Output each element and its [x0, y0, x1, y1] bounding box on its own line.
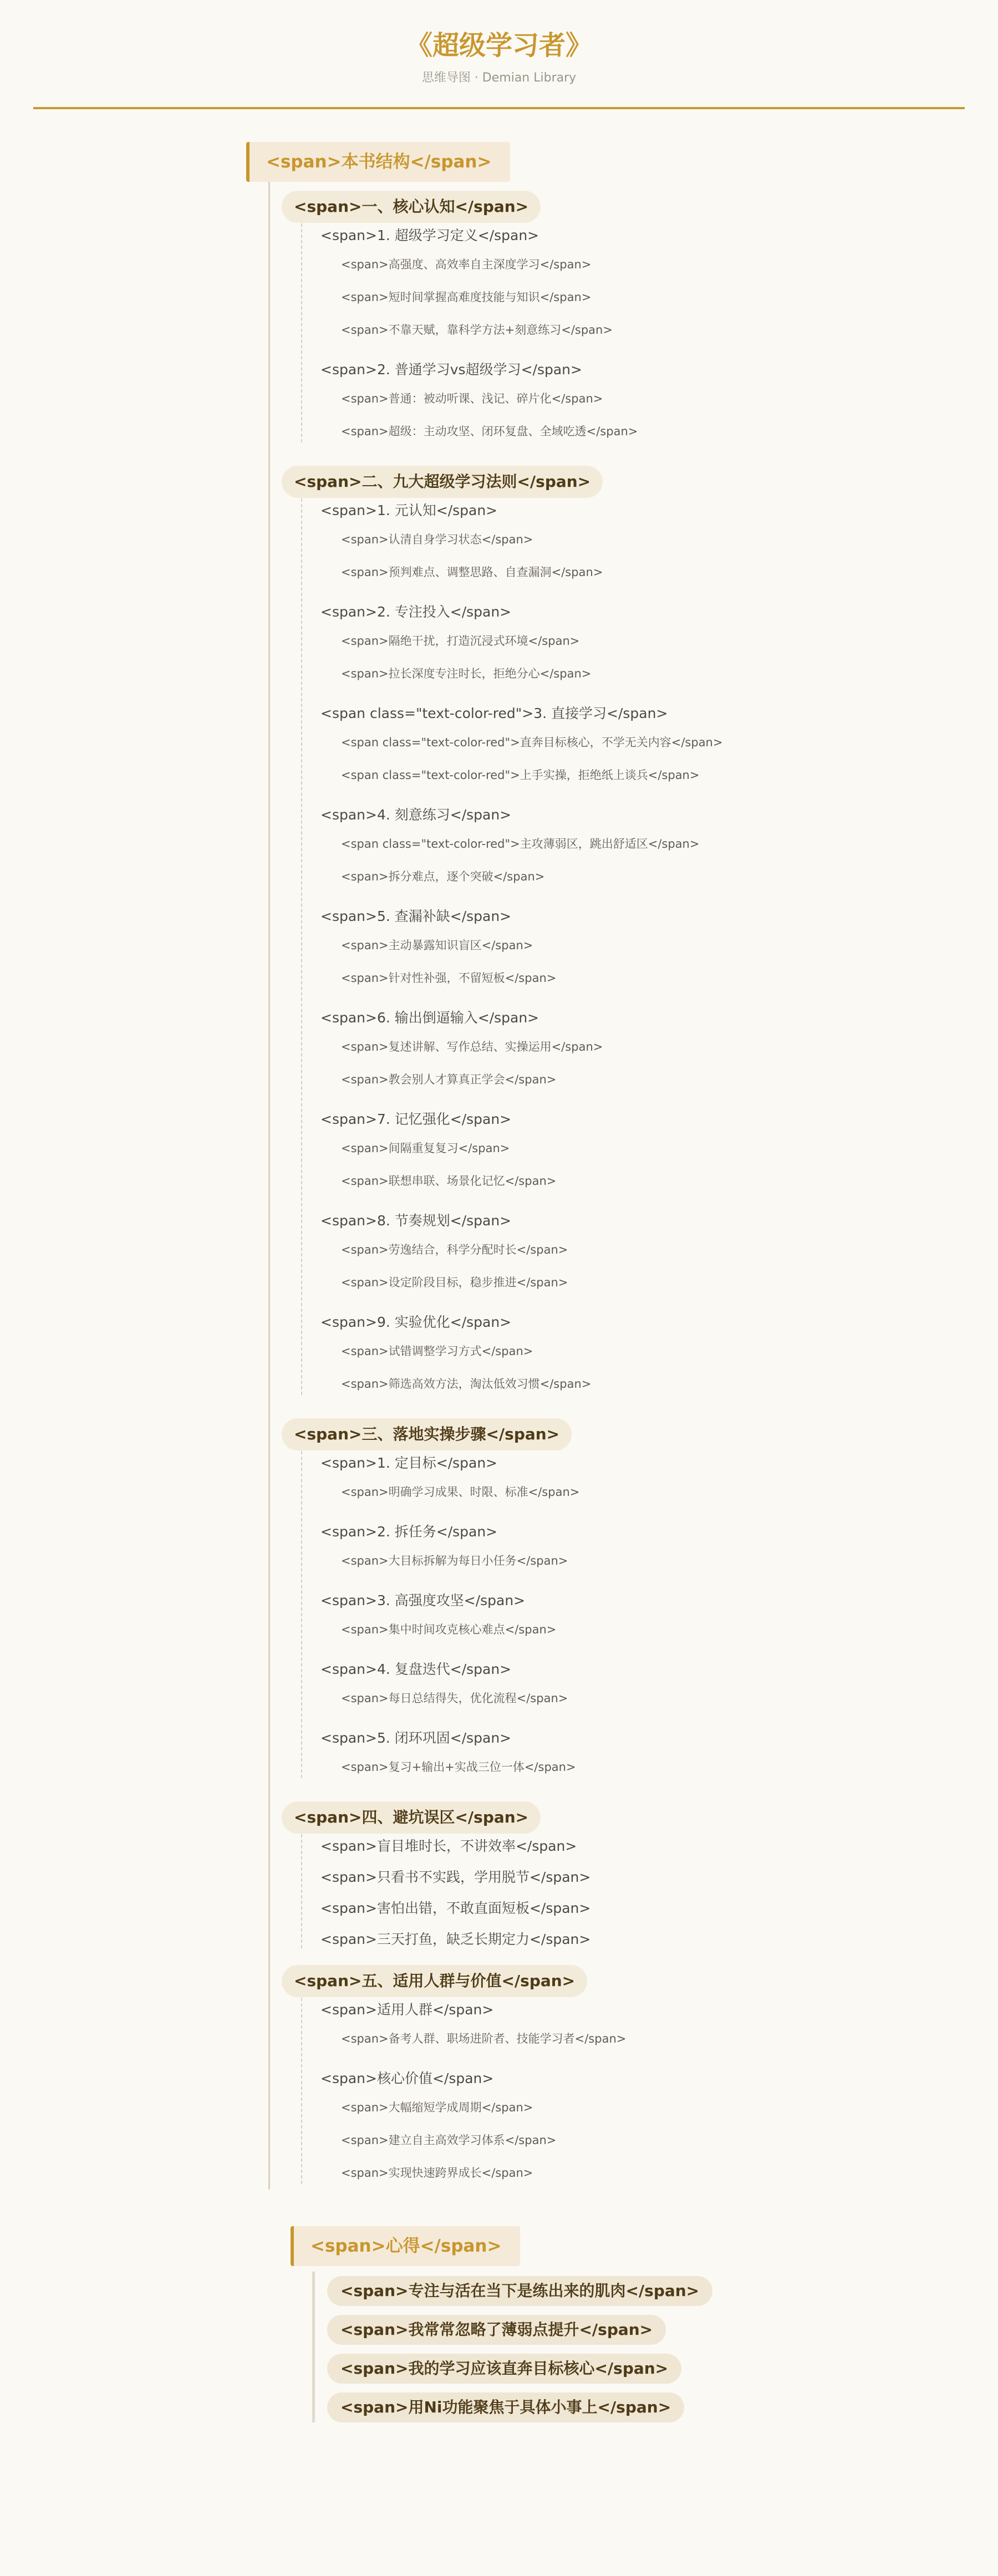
- page-subtitle: 思维导图 · Demian Library: [421, 71, 577, 85]
- subtopic-node[interactable]: <span>每日总结得失，优化流程</span>: [341, 1692, 568, 1705]
- topic-node[interactable]: <span>盲目堆时长，不讲效率</span>: [320, 1838, 577, 1854]
- notes-trunk-line: [312, 2272, 315, 2422]
- subtopic-node[interactable]: <span>筛选高效方法，淘汰低效习惯</span>: [341, 1377, 592, 1391]
- section-node[interactable]: <span>四、避坑误区</span>: [282, 1801, 541, 1834]
- topic-node[interactable]: <span>5. 闭环巩固</span>: [320, 1730, 512, 1746]
- topic-node[interactable]: <span>适用人群</span>: [320, 2002, 494, 2018]
- note-node[interactable]: <span>我常常忽略了薄弱点提升</span>: [327, 2315, 666, 2345]
- subtopic-node[interactable]: <span>拉长深度专注时长，拒绝分心</span>: [341, 667, 592, 680]
- topic-node[interactable]: <span>5. 查漏补缺</span>: [320, 908, 512, 924]
- topic-node[interactable]: <span>1. 超级学习定义</span>: [320, 227, 539, 243]
- subtopic-node[interactable]: <span>联想串联、场景化记忆</span>: [341, 1174, 557, 1188]
- subtopic-node[interactable]: <span>不靠天赋，靠科学方法+刻意练习</span>: [341, 323, 613, 337]
- topic-node[interactable]: <span>2. 专注投入</span>: [320, 604, 512, 620]
- subtopic-node[interactable]: <span class="text-color-red">直奔目标核心，不学无关内容</span>: [341, 736, 723, 749]
- note-node[interactable]: <span>专注与活在当下是练出来的肌肉</span>: [327, 2276, 712, 2306]
- subtopic-node[interactable]: <span>集中时间攻克核心难点</span>: [341, 1623, 557, 1636]
- subtopic-node[interactable]: <span class="text-color-red">主攻薄弱区，跳出舒适区</span>: [341, 837, 700, 851]
- topic-node[interactable]: <span>4. 刻意练习</span>: [320, 807, 512, 823]
- subtopic-node[interactable]: <span>主动暴露知识盲区</span>: [341, 939, 533, 952]
- topic-node[interactable]: <span>三天打鱼，缺乏长期定力</span>: [320, 1931, 591, 1947]
- subtopic-node[interactable]: <span>大目标拆解为每日小任务</span>: [341, 1554, 568, 1567]
- topic-node[interactable]: <span>1. 定目标</span>: [320, 1455, 498, 1471]
- tree-root-node[interactable]: <span>本书结构</span>: [246, 142, 510, 182]
- notes-root-node[interactable]: <span>心得</span>: [291, 2226, 520, 2266]
- subtopic-node[interactable]: <span>设定阶段目标，稳步推进</span>: [341, 1276, 568, 1289]
- subtopic-node[interactable]: <span>拆分难点，逐个突破</span>: [341, 870, 545, 883]
- subtopic-node[interactable]: <span>备考人群、职场进阶者、技能学习者</span>: [341, 2032, 627, 2045]
- subtopic-node[interactable]: <span>复习+输出+实战三位一体</span>: [341, 1760, 576, 1774]
- topic-node[interactable]: <span>只看书不实践，学用脱节</span>: [320, 1869, 591, 1885]
- section-connector: [301, 1998, 302, 2184]
- subtopic-node[interactable]: <span>教会别人才算真正学会</span>: [341, 1073, 557, 1086]
- subtopic-node[interactable]: <span>隔绝干扰，打造沉浸式环境</span>: [341, 634, 580, 648]
- page-header: [0, 29, 998, 86]
- subtopic-node[interactable]: <span>认清自身学习状态</span>: [341, 533, 533, 546]
- subtopic-node[interactable]: <span>预判难点、调整思路、自查漏洞</span>: [341, 566, 603, 579]
- topic-node[interactable]: <span>2. 普通学习vs超级学习</span>: [320, 362, 582, 378]
- topic-node[interactable]: <span>1. 元认知</span>: [320, 502, 498, 518]
- subtopic-node[interactable]: <span>建立自主高效学习体系</span>: [341, 2134, 557, 2147]
- topic-node[interactable]: <span>6. 输出倒逼输入</span>: [320, 1010, 539, 1026]
- topic-node[interactable]: <span>7. 记忆强化</span>: [320, 1111, 512, 1127]
- subtopic-node[interactable]: <span>劳逸结合，科学分配时长</span>: [341, 1243, 568, 1256]
- section-node[interactable]: <span>五、适用人群与价值</span>: [282, 1965, 587, 1997]
- subtopic-node[interactable]: <span>普通：被动听课、浅记、碎片化</span>: [341, 392, 603, 405]
- topic-node[interactable]: <span>8. 节奏规划</span>: [320, 1213, 512, 1229]
- topic-node[interactable]: <span>核心价值</span>: [320, 2070, 494, 2086]
- subtopic-node[interactable]: <span class="text-color-red">上手实操，拒绝纸上谈兵</span>: [341, 768, 700, 782]
- section-connector: [301, 1451, 302, 1778]
- subtopic-node[interactable]: <span>高强度、高效率自主深度学习</span>: [341, 258, 592, 271]
- section-node[interactable]: <span>一、核心认知</span>: [282, 191, 541, 223]
- subtopic-node[interactable]: <span>大幅缩短学成周期</span>: [341, 2101, 533, 2114]
- section-node[interactable]: <span>三、落地实操步骤</span>: [282, 1418, 572, 1450]
- topic-node[interactable]: <span>2. 拆任务</span>: [320, 1524, 498, 1540]
- subtopic-node[interactable]: <span>超级：主动攻坚、闭环复盘、全域吃透</span>: [341, 425, 638, 438]
- note-node[interactable]: <span>用Ni功能聚焦于具体小事上</span>: [327, 2392, 684, 2422]
- subtopic-node[interactable]: <span>间隔重复复习</span>: [341, 1142, 510, 1155]
- note-node[interactable]: <span>我的学习应该直奔目标核心</span>: [327, 2354, 681, 2384]
- subtopic-node[interactable]: <span>明确学习成果、时限、标准</span>: [341, 1485, 580, 1499]
- topic-node[interactable]: <span>4. 复盘迭代</span>: [320, 1661, 512, 1677]
- topic-node[interactable]: <span class="text-color-red">3. 直接学习</span>: [320, 705, 668, 721]
- page-title: 《超级学习者》: [405, 30, 592, 61]
- subtopic-node[interactable]: <span>针对性补强，不留短板</span>: [341, 971, 557, 985]
- topic-node[interactable]: <span>3. 高强度攻坚</span>: [320, 1592, 526, 1608]
- topic-node[interactable]: <span>害怕出错，不敢直面短板</span>: [320, 1900, 591, 1916]
- section-connector: [301, 498, 302, 1395]
- subtopic-node[interactable]: <span>复述讲解、写作总结、实操运用</span>: [341, 1040, 603, 1053]
- subtopic-node[interactable]: <span>试错调整学习方式</span>: [341, 1345, 533, 1358]
- topic-node[interactable]: <span>9. 实验优化</span>: [320, 1314, 512, 1330]
- header-divider: [33, 107, 965, 109]
- section-connector: [301, 223, 302, 442]
- tree-trunk-line: [268, 182, 270, 2190]
- subtopic-node[interactable]: <span>短时间掌握高难度技能与知识</span>: [341, 291, 592, 304]
- subtopic-node[interactable]: <span>实现快速跨界成长</span>: [341, 2166, 533, 2180]
- section-node[interactable]: <span>二、九大超级学习法则</span>: [282, 466, 603, 498]
- section-connector: [301, 1834, 302, 1948]
